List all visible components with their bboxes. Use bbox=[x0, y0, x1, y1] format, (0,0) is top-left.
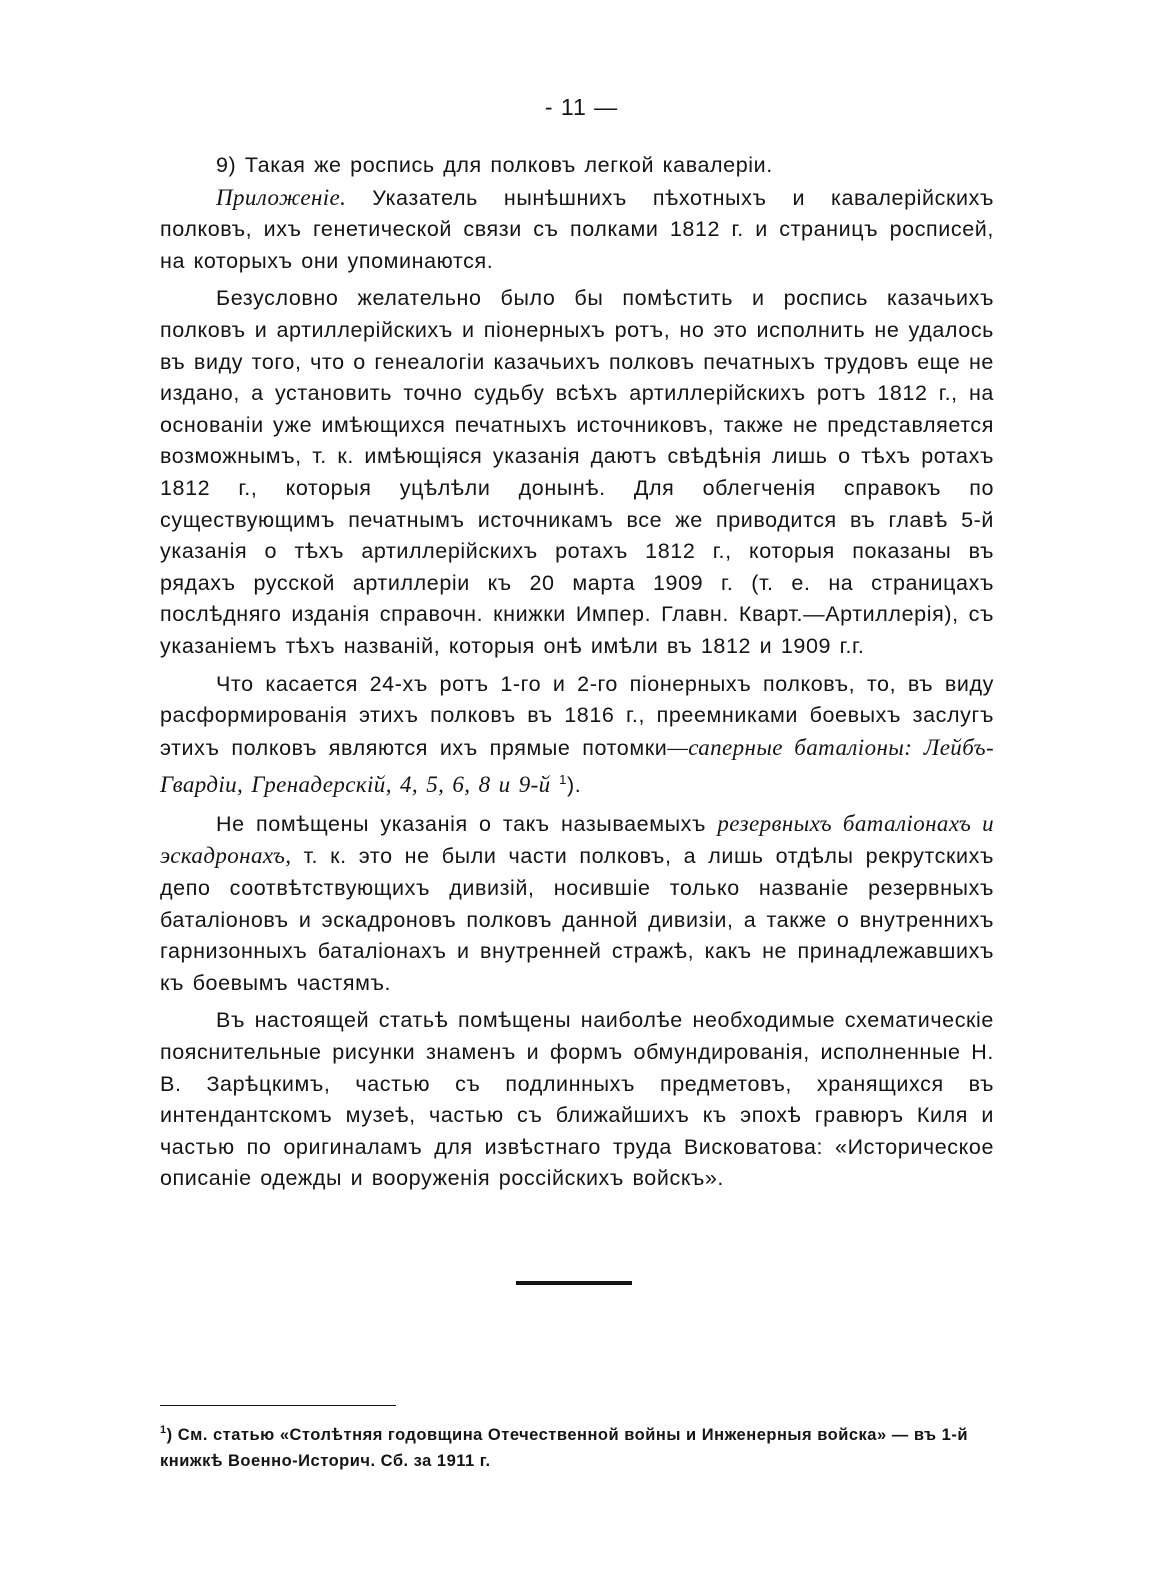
appendix-label: Приложеніе. bbox=[216, 184, 347, 210]
paragraph-appendix bbox=[160, 182, 994, 278]
reserve-start: Не помѣщены указанія о такъ называемыхъ bbox=[216, 811, 718, 836]
footnote bbox=[160, 1417, 994, 1474]
body-text bbox=[160, 150, 994, 1201]
paragraph-cossack-artillery: Безусловно желательно было бы помѣстить и роспись казачьихъ полковъ и артиллерійскихъ и піонерныхъ ротъ, но это исполнить не удалось въ виду того, что о генеалогіи казачьихъ полковъ печатныхъ трудовъ еще не издано, а установить точно судьбу всѣхъ артиллерійскихъ ротъ 1812 г., на основаніи уже имѣющихся печатныхъ источниковъ, также не представляется возможнымъ, т. к. имѣющіяся указанія даютъ свѣдѣнія лишь о тѣхъ ротахъ 1812 г., которыя уцѣлѣли донынѣ. Для облегченія справокъ по существующимъ печатнымъ источникамъ все же приводится въ главѣ 5-й указанія о тѣхъ артиллерійскихъ ротахъ 1812 г., которыя показаны въ рядахъ русской артиллеріи къ 20 марта 1909 г. (т. е. на страницахъ послѣдняго изданія справочн. книжки Импер. Главн. Кварт.—Артиллерія), съ указаніемъ тѣхъ названій, которыя онѣ имѣли въ 1812 и 1909 г.г. bbox=[160, 286, 994, 658]
section-end-rule bbox=[516, 1281, 632, 1285]
pioneer-text: Что касается 24-хъ ротъ 1-го и 2-го піонерныхъ полковъ, то, въ виду расформированія этихъ полковъ въ 1816 г., преемниками боевыхъ заслугъ этихъ полковъ являются ихъ прямые потомки bbox=[160, 671, 994, 760]
footnote-text: ) См. статью «Столѣтняя годовщина Отечественной войны и Инженерныя войска» — въ 1-й книжкѣ Военно-Историч. Сб. за 1911 г. bbox=[160, 1426, 968, 1470]
footnote-marker: 1 bbox=[160, 1424, 167, 1436]
pioneer-end: ). bbox=[566, 773, 582, 798]
footnote-ref: 1 bbox=[559, 772, 567, 788]
page-number: - 11 — bbox=[544, 94, 619, 120]
reserve-end: т. к. это не были части полковъ, а лишь отдѣлы рекрутскихъ депо соотвѣтствующихъ дивизій, носившіе только названіе резервныхъ баталіоновъ и эскадроновъ полковъ данной дивизіи, а также о внутреннихъ гарнизонныхъ баталіонахъ и внутренней стражѣ, какъ не принадлежавшихъ къ боевымъ частямъ. bbox=[160, 844, 994, 995]
footnote-separator bbox=[160, 1405, 396, 1406]
sapper-battalions-italic: —саперные баталіоны: Лейбъ-Гвардіи, Гренадерскій, 4, 5, 6, 8 и 9-й bbox=[160, 734, 994, 798]
paragraph-illustrations: Въ настоящей статьѣ помѣщены наиболѣе необходимые схематическіе пояснительные рисунки знаменъ и формъ обмундированія, исполненные Н. В. Зарѣцкимъ, частью съ подлинныхъ предметовъ, хранящихся въ интендантскомъ музеѣ, частью съ ближайшихъ къ эпохѣ гравюръ Киля и частью по оригиналамъ для извѣстнаго труда Висковатова: «Историческое описаніе одежды и вооруженія россійскихъ войскъ». bbox=[160, 1008, 994, 1191]
reserve-italic: резервныхъ баталіонахъ и эскадронахъ, bbox=[160, 810, 994, 869]
paragraph-pioneer-companies bbox=[160, 669, 994, 802]
paragraph-reserve-battalions bbox=[160, 808, 994, 1000]
paragraph-item-9: 9) Такая же роспись для полковъ легкой кавалеріи. bbox=[216, 153, 773, 177]
appendix-text: Указатель нынѣшнихъ пѣхотныхъ и кавалерійскихъ полковъ, ихъ генетической связи съ полками 1812 г. и страницъ росписей, на которыхъ они упоминаются. bbox=[160, 185, 994, 273]
